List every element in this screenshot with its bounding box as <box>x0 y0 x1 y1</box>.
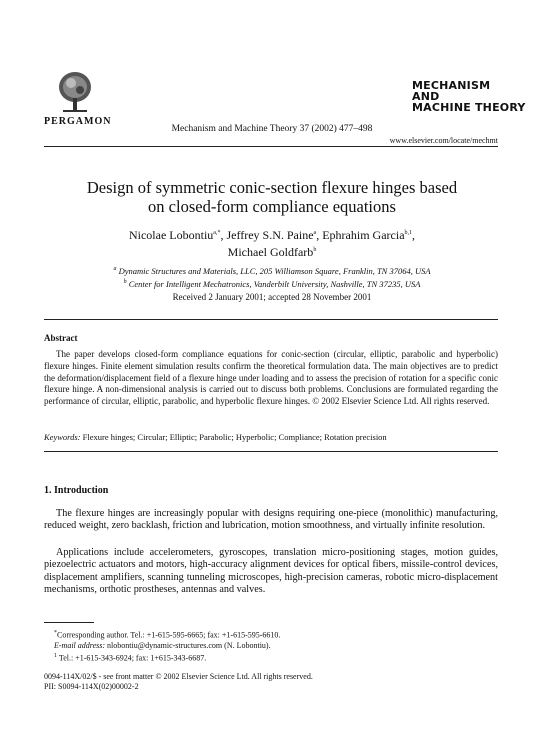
journal-logo-line: AND <box>412 90 440 103</box>
keywords-label: Keywords: <box>44 432 81 442</box>
copyright-block <box>44 672 313 692</box>
affiliation <box>40 264 504 277</box>
journal-url[interactable]: www.elsevier.com/locate/mechmt <box>389 136 498 145</box>
author-name: Ephrahim Garcia <box>322 228 405 242</box>
email-label: E-mail address: <box>54 640 106 650</box>
footnote-email <box>44 641 498 651</box>
author-name: Jeffrey S.N. Paine <box>226 228 314 242</box>
article-title <box>40 178 504 216</box>
header-rule <box>44 146 498 147</box>
footnote-1 <box>44 651 498 664</box>
body-paragraph: Applications include accelerometers, gyroscopes, translation micro-positioning stages, motion guides, piezoelectric actuators and motors, high-accuracy alignment devices for optical fibers, missile-control devices, displacement amplifiers, scanning tunneling microscopes, high-precision cameras, robotic micro-displacement mechanisms, orthotic prostheses, antennas and valves. <box>44 547 498 596</box>
author-name: Nicolae Lobontiu <box>128 228 214 242</box>
footnote-mark: 1 <box>54 652 57 659</box>
title-line: on closed-form compliance equations <box>148 197 396 216</box>
body-paragraph: The flexure hinges are increasingly popular with designs requiring one-piece (monolithic) manufacturing, reduced weight, zero backlash, friction and lubrication, motion smoothness, and virtually infinite resolution. <box>44 508 498 532</box>
email-address[interactable]: nlobontiu@dynamic-structures.com (N. Lobontiu). <box>107 640 271 650</box>
affiliation-mark: a <box>113 266 117 272</box>
affiliations <box>40 264 504 290</box>
journal-logo-line: MECHANISM <box>412 79 491 92</box>
publisher-name: PERGAMON <box>44 116 112 127</box>
pii-line: PII: S0094-114X(02)00002-2 <box>44 682 139 691</box>
affiliation <box>40 277 504 290</box>
affiliation-text: Center for Intelligent Mechatronics, Vanderbilt University, Nashville, TN 37235, USA <box>128 278 421 289</box>
title-line: Design of symmetric conic-section flexure hinges based <box>86 178 458 197</box>
keywords <box>44 432 498 442</box>
affiliation-mark: b <box>123 278 127 285</box>
author-mark: b,1 <box>404 230 413 236</box>
footnote-corresponding <box>44 628 498 641</box>
received-date: Received 2 January 2001; accepted 28 November 2001 <box>172 292 372 302</box>
footnote-mark: * <box>54 630 57 636</box>
author-mark: a <box>313 230 317 236</box>
footnote-rule <box>44 622 94 623</box>
footnote-text: Corresponding author. Tel.: +1-615-595-6665; fax: +1-615-595-6610. <box>57 630 281 640</box>
abstract-text: The paper develops closed-form compliance equations for conic-section (circular, elliptic, parabolic and hyperbolic) flexure hinges. Finite element simulation results confirm the theoretical formulation data. The main objectives are to predict the deformation/displacement field of a flexure hinge under loading and to assess the precision of rotation for a specific conic flexure hinge. A non-dimensional analysis is carried out to discuss both problems. Conclusions are formulated regarding the performance of circular, elliptic, parabolic, and hyperbolic flexure hinges. © 2002 Elsevier Science Ltd. All rights reserved. <box>44 349 498 407</box>
tree-logo-icon <box>55 70 95 114</box>
affiliation-text: Dynamic Structures and Materials, LLC, 205 Williamson Square, Franklin, TN 37064, USA <box>118 265 431 276</box>
footnotes <box>44 628 498 663</box>
author-mark: b <box>313 247 317 253</box>
keywords-list: Flexure hinges; Circular; Elliptic; Parabolic; Hyperbolic; Compliance; Rotation precision <box>82 432 387 442</box>
abstract-heading: Abstract <box>44 333 78 343</box>
author-mark: a,* <box>213 230 221 236</box>
author-list: Nicolae Lobontiu$^{a,*}$, Jeffrey S.N. Paine$^a$, Ephrahim Garcia$^{b,1}$, Michael Goldfarb$^b$ <box>128 228 416 259</box>
abstract-top-rule <box>44 319 498 320</box>
copyright-line: 0094-114X/02/$ - see front matter © 2002 Elsevier Science Ltd. All rights reserved. <box>44 672 313 681</box>
section-heading: 1. Introduction <box>44 485 109 496</box>
footnote-text: Tel.: +1-615-343-6924; fax: 1+615-343-6687. <box>58 653 207 663</box>
journal-citation: Mechanism and Machine Theory 37 (2002) 477–498 <box>171 124 373 134</box>
journal-logo-line: MACHINE THEORY <box>412 101 526 114</box>
abstract-bottom-rule <box>44 451 498 452</box>
author-name: Michael Goldfarb <box>227 245 314 259</box>
journal-logo <box>412 79 526 114</box>
publisher-logo <box>44 70 112 127</box>
